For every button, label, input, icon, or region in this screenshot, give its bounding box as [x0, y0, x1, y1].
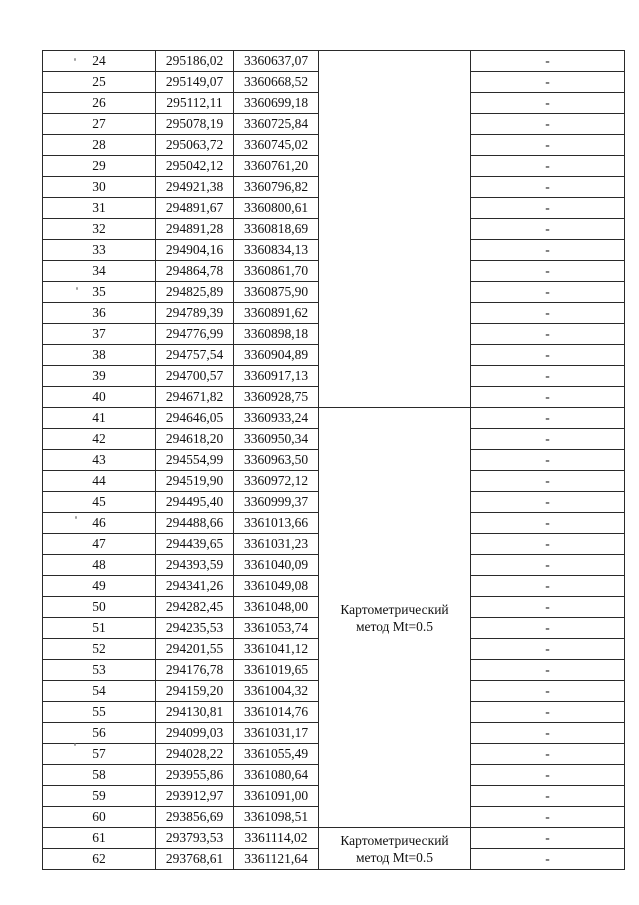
point-number-cell: 55 [43, 702, 156, 723]
dash-cell: - [471, 282, 625, 303]
dash-cell: - [471, 345, 625, 366]
point-number-cell: 54 [43, 681, 156, 702]
table-row [43, 408, 625, 429]
coordinates-table-body [43, 51, 625, 870]
dash-cell: - [471, 618, 625, 639]
y-coordinate-cell: 3360761,20 [234, 156, 319, 177]
method-cell: Картометрический метод Mt=0.5 [319, 408, 471, 828]
y-coordinate-cell: 3360637,07 [234, 51, 319, 72]
point-number-cell: 52 [43, 639, 156, 660]
point-number-cell: 28 [43, 135, 156, 156]
y-coordinate-cell: 3361114,02 [234, 828, 319, 849]
point-number-cell: 41 [43, 408, 156, 429]
x-coordinate-cell: 294700,57 [156, 366, 234, 387]
point-number-cell: 47 [43, 534, 156, 555]
dash-cell: - [471, 198, 625, 219]
point-number-cell: 35 [43, 282, 156, 303]
x-coordinate-cell: 293856,69 [156, 807, 234, 828]
x-coordinate-cell: 294618,20 [156, 429, 234, 450]
x-coordinate-cell: 294825,89 [156, 282, 234, 303]
y-coordinate-cell: 3360875,90 [234, 282, 319, 303]
method-cell [319, 51, 471, 408]
point-number-cell: 31 [43, 198, 156, 219]
dash-cell: - [471, 450, 625, 471]
y-coordinate-cell: 3360818,69 [234, 219, 319, 240]
x-coordinate-cell: 294282,45 [156, 597, 234, 618]
x-coordinate-cell: 294235,53 [156, 618, 234, 639]
point-number-cell: 38 [43, 345, 156, 366]
dash-cell: - [471, 828, 625, 849]
y-coordinate-cell: 3361041,12 [234, 639, 319, 660]
x-coordinate-cell: 295042,12 [156, 156, 234, 177]
x-coordinate-cell: 294519,90 [156, 471, 234, 492]
scan-speck [76, 287, 78, 290]
dash-cell: - [471, 51, 625, 72]
x-coordinate-cell: 294488,66 [156, 513, 234, 534]
point-number-cell: 33 [43, 240, 156, 261]
dash-cell: - [471, 723, 625, 744]
point-number-cell: 29 [43, 156, 156, 177]
x-coordinate-cell: 294789,39 [156, 303, 234, 324]
point-number-cell: 36 [43, 303, 156, 324]
point-number-cell: 30 [43, 177, 156, 198]
x-coordinate-cell: 295112,11 [156, 93, 234, 114]
dash-cell: - [471, 471, 625, 492]
table-row [43, 828, 625, 849]
y-coordinate-cell: 3361053,74 [234, 618, 319, 639]
dash-cell: - [471, 555, 625, 576]
point-number-cell: 50 [43, 597, 156, 618]
coordinates-table [42, 50, 625, 870]
dash-cell: - [471, 261, 625, 282]
dash-cell: - [471, 429, 625, 450]
y-coordinate-cell: 3360933,24 [234, 408, 319, 429]
x-coordinate-cell: 295186,02 [156, 51, 234, 72]
point-number-cell: 45 [43, 492, 156, 513]
dash-cell: - [471, 849, 625, 870]
dash-cell: - [471, 597, 625, 618]
dash-cell: - [471, 681, 625, 702]
point-number-cell: 40 [43, 387, 156, 408]
y-coordinate-cell: 3361049,08 [234, 576, 319, 597]
dash-cell: - [471, 72, 625, 93]
y-coordinate-cell: 3360928,75 [234, 387, 319, 408]
dash-cell: - [471, 366, 625, 387]
point-number-cell: 56 [43, 723, 156, 744]
dash-cell: - [471, 408, 625, 429]
point-number-cell: 34 [43, 261, 156, 282]
y-coordinate-cell: 3360999,37 [234, 492, 319, 513]
y-coordinate-cell: 3361121,64 [234, 849, 319, 870]
point-number-cell: 37 [43, 324, 156, 345]
point-number-cell: 44 [43, 471, 156, 492]
dash-cell: - [471, 702, 625, 723]
y-coordinate-cell: 3361031,17 [234, 723, 319, 744]
x-coordinate-cell: 295063,72 [156, 135, 234, 156]
y-coordinate-cell: 3360898,18 [234, 324, 319, 345]
y-coordinate-cell: 3360800,61 [234, 198, 319, 219]
y-coordinate-cell: 3361031,23 [234, 534, 319, 555]
point-number-cell: 46 [43, 513, 156, 534]
y-coordinate-cell: 3361091,00 [234, 786, 319, 807]
x-coordinate-cell: 294921,38 [156, 177, 234, 198]
dash-cell: - [471, 513, 625, 534]
x-coordinate-cell: 294671,82 [156, 387, 234, 408]
dash-cell: - [471, 786, 625, 807]
x-coordinate-cell: 294904,16 [156, 240, 234, 261]
y-coordinate-cell: 3360891,62 [234, 303, 319, 324]
point-number-cell: 25 [43, 72, 156, 93]
y-coordinate-cell: 3360917,13 [234, 366, 319, 387]
dash-cell: - [471, 156, 625, 177]
x-coordinate-cell: 294757,54 [156, 345, 234, 366]
x-coordinate-cell: 294554,99 [156, 450, 234, 471]
dash-cell: - [471, 324, 625, 345]
dash-cell: - [471, 765, 625, 786]
dash-cell: - [471, 534, 625, 555]
x-coordinate-cell: 294341,26 [156, 576, 234, 597]
x-coordinate-cell: 294891,28 [156, 219, 234, 240]
point-number-cell: 48 [43, 555, 156, 576]
method-cell: Картометрический метод Mt=0.5 [319, 828, 471, 870]
y-coordinate-cell: 3361098,51 [234, 807, 319, 828]
x-coordinate-cell: 294201,55 [156, 639, 234, 660]
x-coordinate-cell: 294393,59 [156, 555, 234, 576]
dash-cell: - [471, 744, 625, 765]
point-number-cell: 59 [43, 786, 156, 807]
dash-cell: - [471, 135, 625, 156]
x-coordinate-cell: 294891,67 [156, 198, 234, 219]
dash-cell: - [471, 660, 625, 681]
dash-cell: - [471, 492, 625, 513]
y-coordinate-cell: 3361013,66 [234, 513, 319, 534]
point-number-cell: 24 [43, 51, 156, 72]
point-number-cell: 61 [43, 828, 156, 849]
y-coordinate-cell: 3360699,18 [234, 93, 319, 114]
point-number-cell: 51 [43, 618, 156, 639]
x-coordinate-cell: 294439,65 [156, 534, 234, 555]
y-coordinate-cell: 3360972,12 [234, 471, 319, 492]
y-coordinate-cell: 3361004,32 [234, 681, 319, 702]
point-number-cell: 39 [43, 366, 156, 387]
dash-cell: - [471, 240, 625, 261]
x-coordinate-cell: 294028,22 [156, 744, 234, 765]
dash-cell: - [471, 219, 625, 240]
x-coordinate-cell: 293768,61 [156, 849, 234, 870]
point-number-cell: 32 [43, 219, 156, 240]
point-number-cell: 62 [43, 849, 156, 870]
point-number-cell: 26 [43, 93, 156, 114]
y-coordinate-cell: 3361055,49 [234, 744, 319, 765]
point-number-cell: 58 [43, 765, 156, 786]
x-coordinate-cell: 293955,86 [156, 765, 234, 786]
point-number-cell: 42 [43, 429, 156, 450]
y-coordinate-cell: 3361014,76 [234, 702, 319, 723]
y-coordinate-cell: 3360796,82 [234, 177, 319, 198]
x-coordinate-cell: 293793,53 [156, 828, 234, 849]
y-coordinate-cell: 3360950,34 [234, 429, 319, 450]
point-number-cell: 49 [43, 576, 156, 597]
x-coordinate-cell: 293912,97 [156, 786, 234, 807]
y-coordinate-cell: 3360725,84 [234, 114, 319, 135]
y-coordinate-cell: 3360745,02 [234, 135, 319, 156]
x-coordinate-cell: 294159,20 [156, 681, 234, 702]
dash-cell: - [471, 177, 625, 198]
x-coordinate-cell: 294864,78 [156, 261, 234, 282]
dash-cell: - [471, 303, 625, 324]
y-coordinate-cell: 3361019,65 [234, 660, 319, 681]
table-row [43, 51, 625, 72]
y-coordinate-cell: 3360904,89 [234, 345, 319, 366]
point-number-cell: 60 [43, 807, 156, 828]
point-number-cell: 27 [43, 114, 156, 135]
y-coordinate-cell: 3360963,50 [234, 450, 319, 471]
dash-cell: - [471, 807, 625, 828]
x-coordinate-cell: 294130,81 [156, 702, 234, 723]
x-coordinate-cell: 294099,03 [156, 723, 234, 744]
x-coordinate-cell: 294646,05 [156, 408, 234, 429]
dash-cell: - [471, 639, 625, 660]
y-coordinate-cell: 3360668,52 [234, 72, 319, 93]
y-coordinate-cell: 3361040,09 [234, 555, 319, 576]
scan-speck [75, 516, 77, 519]
x-coordinate-cell: 294176,78 [156, 660, 234, 681]
y-coordinate-cell: 3360834,13 [234, 240, 319, 261]
scan-speck [74, 58, 76, 61]
point-number-cell: 43 [43, 450, 156, 471]
dash-cell: - [471, 93, 625, 114]
dash-cell: - [471, 576, 625, 597]
x-coordinate-cell: 295078,19 [156, 114, 234, 135]
x-coordinate-cell: 294776,99 [156, 324, 234, 345]
x-coordinate-cell: 294495,40 [156, 492, 234, 513]
point-number-cell: 57 [43, 744, 156, 765]
dash-cell: - [471, 114, 625, 135]
y-coordinate-cell: 3361048,00 [234, 597, 319, 618]
dash-cell: - [471, 387, 625, 408]
x-coordinate-cell: 295149,07 [156, 72, 234, 93]
y-coordinate-cell: 3361080,64 [234, 765, 319, 786]
point-number-cell: 53 [43, 660, 156, 681]
scan-speck [74, 743, 76, 746]
y-coordinate-cell: 3360861,70 [234, 261, 319, 282]
